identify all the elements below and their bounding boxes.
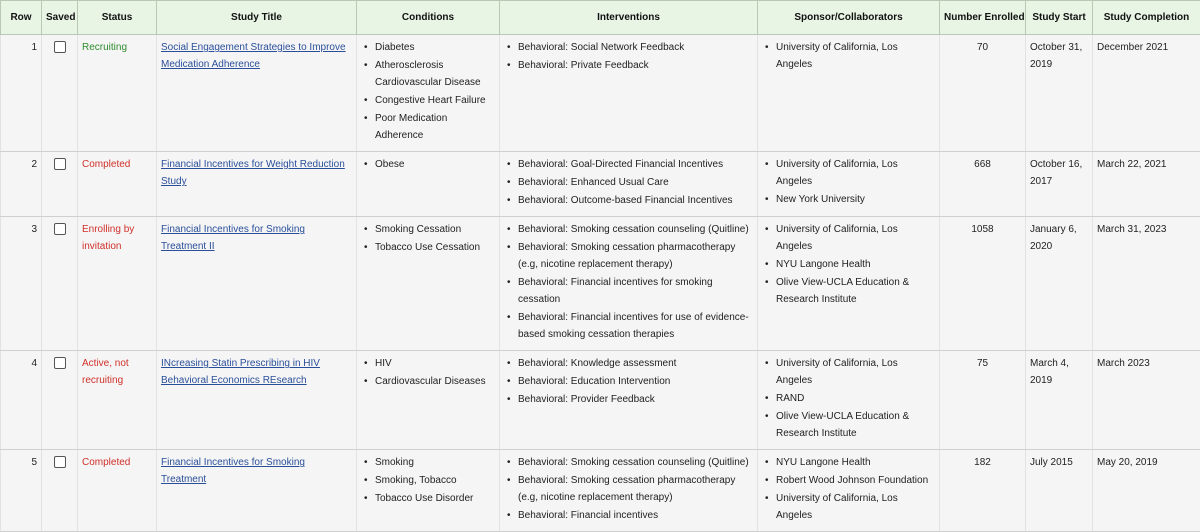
sponsors-list	[762, 221, 935, 308]
table-row	[1, 152, 1200, 217]
column-header-interventions[interactable]: Interventions	[500, 1, 758, 35]
header-row	[1, 1, 1200, 35]
sponsor-item: • Olive View-UCLA Education & Research Institute	[762, 274, 935, 308]
saved-cell	[42, 35, 78, 152]
status-cell	[78, 35, 157, 152]
study-title-cell	[157, 217, 357, 351]
intervention-item: • Behavioral: Goal-Directed Financial Incentives	[504, 156, 753, 173]
sponsor-item: • University of California, Los Angeles	[762, 490, 935, 524]
table-row	[1, 35, 1200, 152]
saved-cell	[42, 450, 78, 532]
sponsor-item: • Olive View-UCLA Education & Research Institute	[762, 408, 935, 442]
saved-cell	[42, 152, 78, 217]
interventions-cell	[500, 351, 758, 450]
column-header-status[interactable]: Status	[78, 1, 157, 35]
study-start: October 31, 2019	[1026, 35, 1093, 152]
condition-item: • Tobacco Use Cessation	[361, 239, 495, 256]
study-completion: May 20, 2019	[1093, 450, 1200, 532]
column-header-study-start[interactable]: Study Start	[1026, 1, 1093, 35]
interventions-cell	[500, 152, 758, 217]
sponsors-list	[762, 355, 935, 442]
study-title-link[interactable]: INcreasing Statin Prescribing in HIV Behavioral Economics REsearch	[161, 358, 320, 386]
conditions-cell	[357, 35, 500, 152]
sponsor-item: • New York University	[762, 191, 935, 208]
condition-item: • Tobacco Use Disorder	[361, 490, 495, 507]
column-header-study-title[interactable]: Study Title	[157, 1, 357, 35]
conditions-cell	[357, 152, 500, 217]
sponsors-list	[762, 156, 935, 208]
save-checkbox[interactable]	[54, 357, 66, 369]
condition-item: • Diabetes	[361, 39, 495, 56]
save-checkbox[interactable]	[54, 158, 66, 170]
intervention-item: • Behavioral: Social Network Feedback	[504, 39, 753, 56]
conditions-list	[361, 355, 495, 390]
number-enrolled: 668	[940, 152, 1026, 217]
status-text: Completed	[82, 454, 152, 471]
column-header-row[interactable]: Row	[1, 1, 42, 35]
sponsors-cell	[758, 450, 940, 532]
condition-item: • Cardiovascular Diseases	[361, 373, 495, 390]
intervention-item: • Behavioral: Private Feedback	[504, 57, 753, 74]
sponsor-item: • Robert Wood Johnson Foundation	[762, 472, 935, 489]
row-number: 1	[1, 35, 42, 152]
conditions-list	[361, 39, 495, 144]
condition-item: • Obese	[361, 156, 495, 173]
sponsors-cell	[758, 217, 940, 351]
sponsor-item: • University of California, Los Angeles	[762, 355, 935, 389]
sponsor-item: • NYU Langone Health	[762, 454, 935, 471]
conditions-cell	[357, 217, 500, 351]
intervention-item: • Behavioral: Enhanced Usual Care	[504, 174, 753, 191]
intervention-item: • Behavioral: Financial incentives for smoking cessation	[504, 274, 753, 308]
conditions-list	[361, 454, 495, 507]
sponsor-item: • University of California, Los Angeles	[762, 39, 935, 73]
interventions-list	[504, 221, 753, 343]
study-start: October 16, 2017	[1026, 152, 1093, 217]
status-cell	[78, 351, 157, 450]
study-start: July 2015	[1026, 450, 1093, 532]
condition-item: • Atherosclerosis Cardiovascular Disease	[361, 57, 495, 91]
condition-item: • Smoking Cessation	[361, 221, 495, 238]
intervention-item: • Behavioral: Smoking cessation pharmacotherapy (e.g, nicotine replacement therapy)	[504, 239, 753, 273]
study-completion: March 2023	[1093, 351, 1200, 450]
sponsor-item: • University of California, Los Angeles	[762, 156, 935, 190]
interventions-list	[504, 454, 753, 524]
conditions-cell	[357, 351, 500, 450]
sponsors-cell	[758, 35, 940, 152]
save-checkbox[interactable]	[54, 41, 66, 53]
study-title-link[interactable]: Social Engagement Strategies to Improve Medication Adherence	[161, 42, 346, 70]
conditions-cell	[357, 450, 500, 532]
status-cell	[78, 450, 157, 532]
status-cell	[78, 152, 157, 217]
status-text: Enrolling by invitation	[82, 221, 152, 255]
number-enrolled: 75	[940, 351, 1026, 450]
number-enrolled: 1058	[940, 217, 1026, 351]
sponsors-cell	[758, 152, 940, 217]
status-text: Completed	[82, 156, 152, 173]
study-start: January 6, 2020	[1026, 217, 1093, 351]
saved-cell	[42, 217, 78, 351]
column-header-study-completion[interactable]: Study Completion	[1093, 1, 1200, 35]
sponsors-cell	[758, 351, 940, 450]
study-completion: December 2021	[1093, 35, 1200, 152]
sponsors-list	[762, 39, 935, 73]
intervention-item: • Behavioral: Financial incentives	[504, 507, 753, 524]
interventions-list	[504, 355, 753, 408]
sponsor-item: • RAND	[762, 390, 935, 407]
intervention-item: • Behavioral: Education Intervention	[504, 373, 753, 390]
intervention-item: • Behavioral: Outcome-based Financial Incentives	[504, 192, 753, 209]
interventions-list	[504, 156, 753, 209]
study-completion: March 22, 2021	[1093, 152, 1200, 217]
study-title-cell	[157, 351, 357, 450]
table-row	[1, 217, 1200, 351]
study-start: March 4, 2019	[1026, 351, 1093, 450]
sponsor-item: • University of California, Los Angeles	[762, 221, 935, 255]
condition-item: • Congestive Heart Failure	[361, 92, 495, 109]
column-header-number-enrolled[interactable]: Number Enrolled	[940, 1, 1026, 35]
conditions-list	[361, 156, 495, 173]
intervention-item: • Behavioral: Provider Feedback	[504, 391, 753, 408]
column-header-sponsor-collaborators[interactable]: Sponsor/Collaborators	[758, 1, 940, 35]
condition-item: • Poor Medication Adherence	[361, 110, 495, 144]
condition-item: • HIV	[361, 355, 495, 372]
intervention-item: • Behavioral: Smoking cessation pharmacotherapy (e.g, nicotine replacement therapy)	[504, 472, 753, 506]
number-enrolled: 182	[940, 450, 1026, 532]
interventions-list	[504, 39, 753, 74]
condition-item: • Smoking	[361, 454, 495, 471]
status-text: Active, not recruiting	[82, 355, 152, 389]
intervention-item: • Behavioral: Smoking cessation counseling (Quitline)	[504, 454, 753, 471]
study-title-cell	[157, 35, 357, 152]
status-cell	[78, 217, 157, 351]
saved-cell	[42, 351, 78, 450]
intervention-item: • Behavioral: Smoking cessation counseling (Quitline)	[504, 221, 753, 238]
study-completion: March 31, 2023	[1093, 217, 1200, 351]
column-header-conditions[interactable]: Conditions	[357, 1, 500, 35]
row-number: 4	[1, 351, 42, 450]
study-title-link[interactable]: Financial Incentives for Smoking Treatment	[161, 457, 305, 485]
save-checkbox[interactable]	[54, 223, 66, 235]
study-title-link[interactable]: Financial Incentives for Weight Reduction Study	[161, 159, 345, 187]
interventions-cell	[500, 450, 758, 532]
sponsors-list	[762, 454, 935, 524]
condition-item: • Smoking, Tobacco	[361, 472, 495, 489]
save-checkbox[interactable]	[54, 456, 66, 468]
table-row	[1, 450, 1200, 532]
row-number: 2	[1, 152, 42, 217]
study-title-cell	[157, 450, 357, 532]
study-title-link[interactable]: Financial Incentives for Smoking Treatment II	[161, 224, 305, 252]
intervention-item: • Behavioral: Financial incentives for use of evidence-based smoking cessation therapies	[504, 309, 753, 343]
sponsor-item: • NYU Langone Health	[762, 256, 935, 273]
interventions-cell	[500, 35, 758, 152]
study-title-cell	[157, 152, 357, 217]
table-row	[1, 351, 1200, 450]
column-header-saved[interactable]: Saved	[42, 1, 78, 35]
status-text: Recruiting	[82, 39, 152, 56]
conditions-list	[361, 221, 495, 256]
row-number: 3	[1, 217, 42, 351]
row-number: 5	[1, 450, 42, 532]
number-enrolled: 70	[940, 35, 1026, 152]
interventions-cell	[500, 217, 758, 351]
intervention-item: • Behavioral: Knowledge assessment	[504, 355, 753, 372]
